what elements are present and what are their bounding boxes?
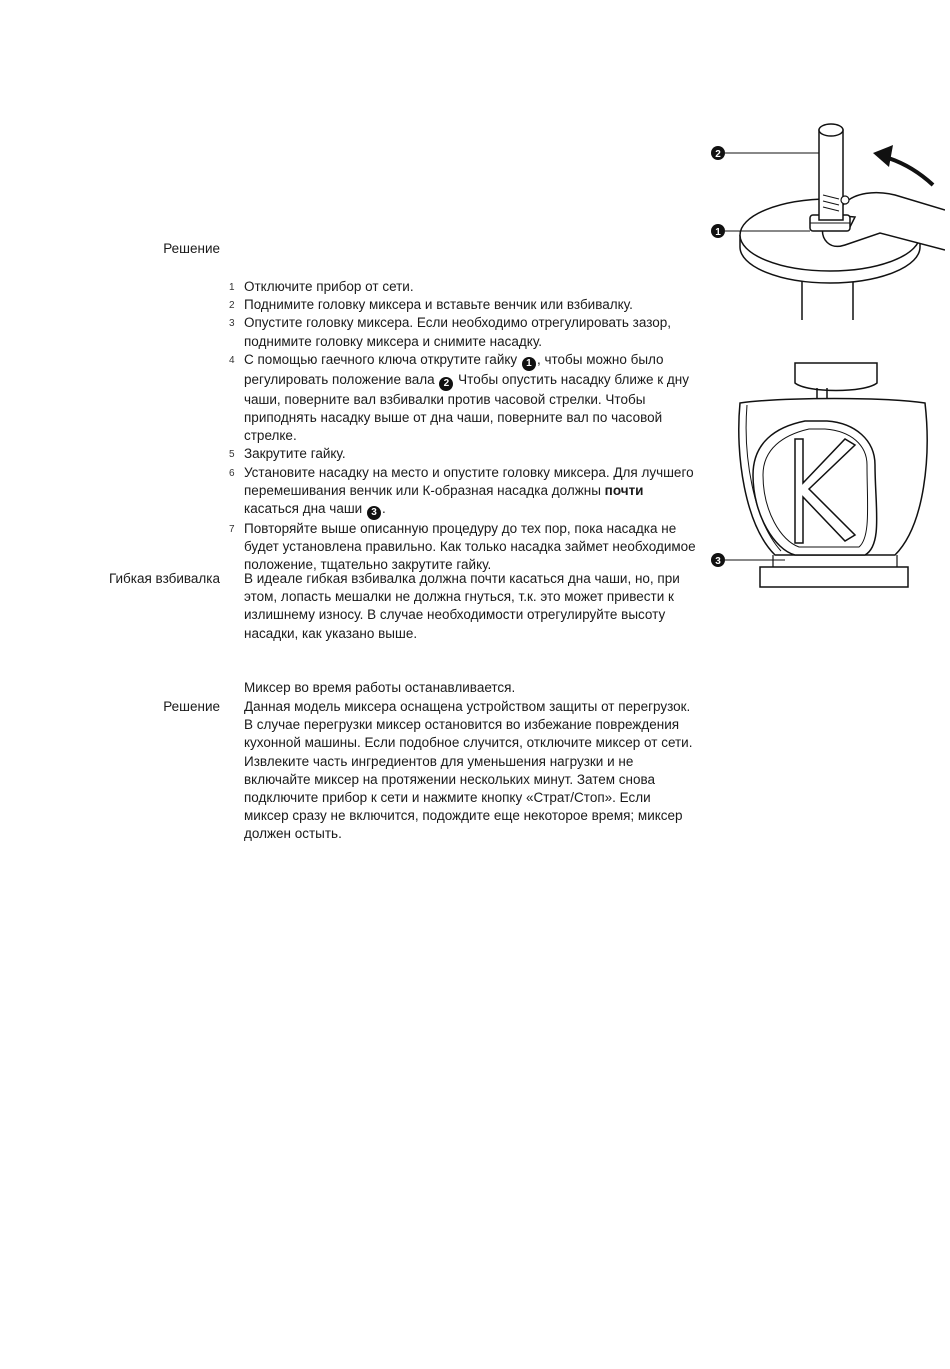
step-1: 1 Отключите прибор от сети.	[229, 279, 414, 294]
callout-1-marker: 1	[522, 357, 536, 371]
step-7: 7 Повторяйте выше описанную процедуру до тех пор, пока насадка не будет установлена правильно. Как только насадка займет необходимое положение, тщательно закрутите гайку.	[229, 521, 696, 573]
bowl-beater-illustration	[705, 355, 945, 595]
wrench-shaft-illustration	[705, 115, 945, 325]
step-3: 3 Опустите головку миксера. Если необходимо отрегулировать зазор, поднимите головку миксера и снимите насадку.	[229, 315, 672, 349]
adjustment-steps	[229, 278, 699, 575]
step-4: 4 С помощью гаечного ключа открутите гайку 1 , чтобы можно было регулировать положение вала 2 Чтобы опустить насадку ближе к дну чаши, поверните вал взбивалки против часовой стрелки. Чтобы приподнять насадку выше от дна чаши, поверните вал по часовой стрелке.	[229, 351, 689, 444]
callout-3-marker: 3	[367, 506, 381, 520]
callout-2-icon	[711, 146, 725, 160]
problem-text: Миксер во время работы останавливается.	[244, 680, 516, 695]
flex-beater-label: Гибкая взбивалка	[108, 571, 220, 586]
step-6: 6 Установите насадку на место и опустите головку миксера. Для лучшего перемешивания венчик или К-образная насадка должны почти касаться дна чаши 3 .	[229, 464, 694, 519]
solution-label-2: Решение	[163, 699, 220, 714]
solution-text-2: Данная модель миксера оснащена устройством защиты от перегрузок. В случае перегрузки миксер остановится во избежание повреждения кухонной машины. Если подобное случится, отключите миксер от сети. Извлеките часть ингредиентов для уменьшения нагрузки и не включайте миксер на протяжении нескольких минут. Затем снова подключите прибор к сети и нажмите кнопку «Страт/Стоп». Если миксер сразу не включится, подождите еще некоторое время; миксер должен остыть.	[244, 699, 693, 842]
svg-text:2: 2	[715, 149, 721, 160]
svg-text:3: 3	[715, 556, 721, 567]
svg-text:1: 1	[715, 227, 721, 238]
step-5: 5 Закрутите гайку.	[229, 446, 346, 462]
rotation-arrow-icon	[873, 145, 893, 167]
callout-3-icon	[711, 553, 725, 567]
solution-label-1: Решение	[163, 241, 220, 256]
callout-1-icon	[711, 224, 725, 238]
flex-beater-text: В идеале гибкая взбивалка должна почти касаться дна чаши, но, при этом, лопасть мешалки не должна гнуться, т.к. это может привести к излишнему износу. В случае необходимости отрегулируйте высоту насадки, как указано выше.	[244, 571, 680, 641]
callout-2-marker: 2	[439, 377, 453, 391]
step-2: 2 Поднимите головку миксера и вставьте венчик или взбивалку.	[229, 297, 633, 313]
